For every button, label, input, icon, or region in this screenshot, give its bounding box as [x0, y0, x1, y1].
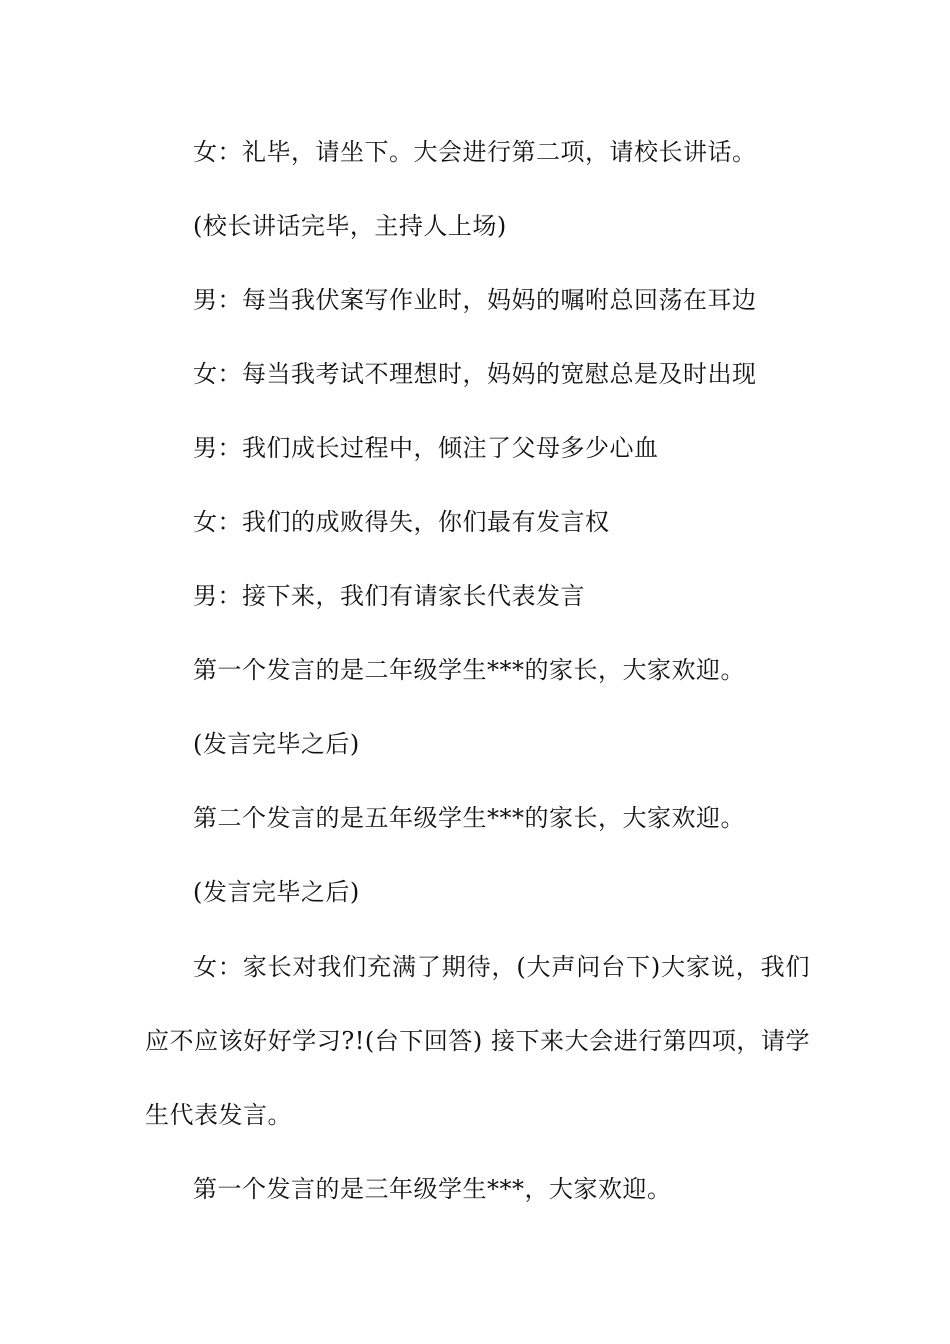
document-body — [145, 134, 810, 1245]
paragraph-12: 女：家长对我们充满了期待，(大声问台下)大家说，我们应不应该好好学习?!(台下回答) 接下来大会进行第四项，请学生代表发言。 — [145, 953, 810, 1129]
paragraph-8: 第一个发言的是二年级学生***的家长，大家欢迎。 — [193, 656, 745, 684]
paragraph-13: 第一个发言的是三年级学生***，大家欢迎。 — [193, 1175, 672, 1203]
paragraph-10: 第二个发言的是五年级学生***的家长，大家欢迎。 — [193, 804, 745, 832]
paragraph-1: 女：礼毕，请坐下。大会进行第二项，请校长讲话。 — [193, 138, 757, 166]
paragraph-7: 男：接下来，我们有请家长代表发言 — [193, 582, 585, 610]
paragraph-9: (发言完毕之后) — [193, 730, 360, 758]
paragraph-11: (发言完毕之后) — [193, 878, 360, 906]
paragraph-2: (校长讲话完毕，主持人上场) — [193, 212, 507, 240]
paragraph-3: 男：每当我伏案写作业时，妈妈的嘱咐总回荡在耳边 — [193, 286, 757, 314]
paragraph-4: 女：每当我考试不理想时，妈妈的宽慰总是及时出现 — [193, 360, 757, 388]
paragraph-6: 女：我们的成败得失，你们最有发言权 — [193, 508, 610, 536]
paragraph-5: 男：我们成长过程中，倾注了父母多少心血 — [193, 434, 659, 462]
